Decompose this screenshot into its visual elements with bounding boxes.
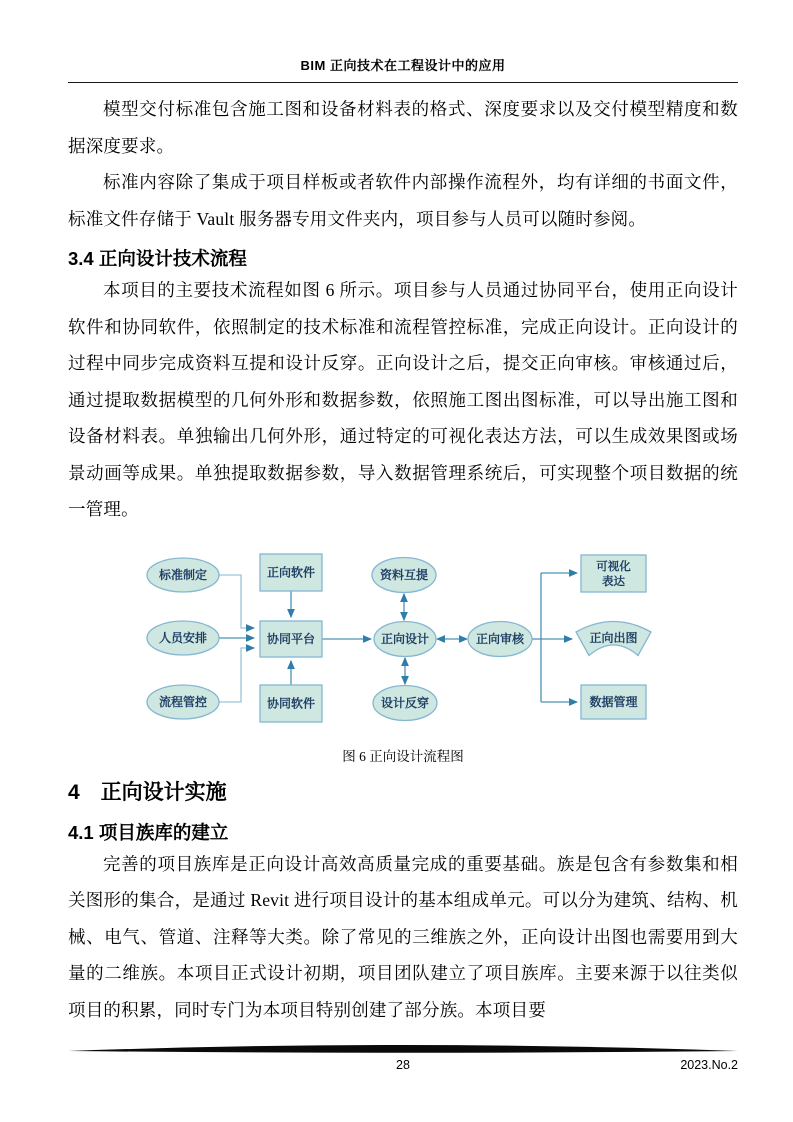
node-forward-design xyxy=(374,621,436,656)
figure-caption: 图 6 正向设计流程图 xyxy=(342,748,464,764)
node-personnel xyxy=(147,621,219,655)
figure-6 xyxy=(68,542,738,768)
arrow-process-to-platform xyxy=(219,648,254,702)
svg-text:流程管控: 流程管控 xyxy=(158,694,208,709)
svg-text:表达: 表达 xyxy=(602,575,625,588)
node-design-recheck xyxy=(373,685,437,720)
running-header-title: BIM 正向技术在工程设计中的应用 xyxy=(300,58,506,73)
page-number: 28 xyxy=(396,1058,410,1072)
paragraph-model-delivery: 模型交付标准包含施工图和设备材料表的格式、深度要求以及交付模型精度和数据深度要求。 xyxy=(68,99,738,156)
svg-text:正向设计: 正向设计 xyxy=(380,631,430,646)
node-visualization xyxy=(581,555,646,592)
svg-text:协同软件: 协同软件 xyxy=(266,696,316,710)
footer-tapered-rule xyxy=(68,1043,738,1054)
page-footer xyxy=(68,1043,738,1074)
footer-row xyxy=(68,1056,738,1074)
node-forward-software xyxy=(260,554,322,591)
node-data-management xyxy=(581,685,646,719)
section-heading-4-1: 4.1 项目族库的建立 xyxy=(68,821,229,843)
page-body xyxy=(68,91,738,1028)
node-forward-review xyxy=(468,621,532,656)
page-header xyxy=(68,56,738,83)
section-heading-3-4: 3.4 正向设计技术流程 xyxy=(68,248,247,269)
section-heading-4: 4 正向设计实施 xyxy=(68,780,227,804)
node-data-exchange xyxy=(372,557,436,592)
paragraph-family-library: 完善的项目族库是正向设计高效高质量完成的重要基础。族是包含有参数集和相关图形的集合，是通过 Revit 进行项目设计的基本组成单元。可以分为建筑、结构、机械、电气、管道、注释等大类。除了常见的三维族之外，正向设计出图也需要用到大量的二维族。本项目正式设计初期，项目团队建立了项目族库。主要来源于以往类似项目的积累，同时专门为本项目特别创建了部分族。本项目要 xyxy=(68,853,738,1020)
node-process-control xyxy=(147,685,219,719)
svg-text:正向审核: 正向审核 xyxy=(475,631,525,646)
svg-text:设计反穿: 设计反穿 xyxy=(380,695,430,710)
svg-text:可视化: 可视化 xyxy=(596,560,631,573)
arrow-standard-to-platform xyxy=(219,575,254,628)
issue-label: 2023.No.2 xyxy=(680,1058,738,1072)
svg-text:正向软件: 正向软件 xyxy=(266,565,316,579)
node-forward-drawing xyxy=(576,621,651,655)
node-collaboration-platform xyxy=(260,621,322,657)
svg-text:标准制定: 标准制定 xyxy=(158,567,208,582)
forward-design-flowchart xyxy=(138,542,668,742)
svg-text:协同平台: 协同平台 xyxy=(266,631,316,646)
svg-text:正向出图: 正向出图 xyxy=(589,630,638,645)
svg-text:人员安排: 人员安排 xyxy=(158,630,208,645)
paragraph-standard-content: 标准内容除了集成于项目样板或者软件内部操作流程外，均有详细的书面文件，标准文件存储于 Vault 服务器专用文件夹内，项目参与人员可以随时参阅。 xyxy=(68,172,738,229)
header-rule xyxy=(68,82,738,83)
node-collaboration-software xyxy=(260,685,322,722)
paragraph-technical-process: 本项目的主要技术流程如图 6 所示。项目参与人员通过协同平台，使用正向设计软件和协同软件，依照制定的技术标准和流程管控标准，完成正向设计。正向设计的过程中同步完成资料互提和设计反穿。正向设计之后，提交正向审核。审核通过后，通过提取数据模型的几何外形和数据参数，依照施工图出图标准，可以导出施工图和设备材料表。单独输出几何外形，通过特定的可视化表达方法，可以生成效果图或场景动画等成果。单独提取数据参数，导入数据管理系统后，可实现整个项目数据的统一管理。 xyxy=(68,280,738,519)
svg-text:资料互提: 资料互提 xyxy=(379,567,429,582)
svg-text:数据管理: 数据管理 xyxy=(589,694,638,709)
node-standard-setting xyxy=(147,558,219,592)
